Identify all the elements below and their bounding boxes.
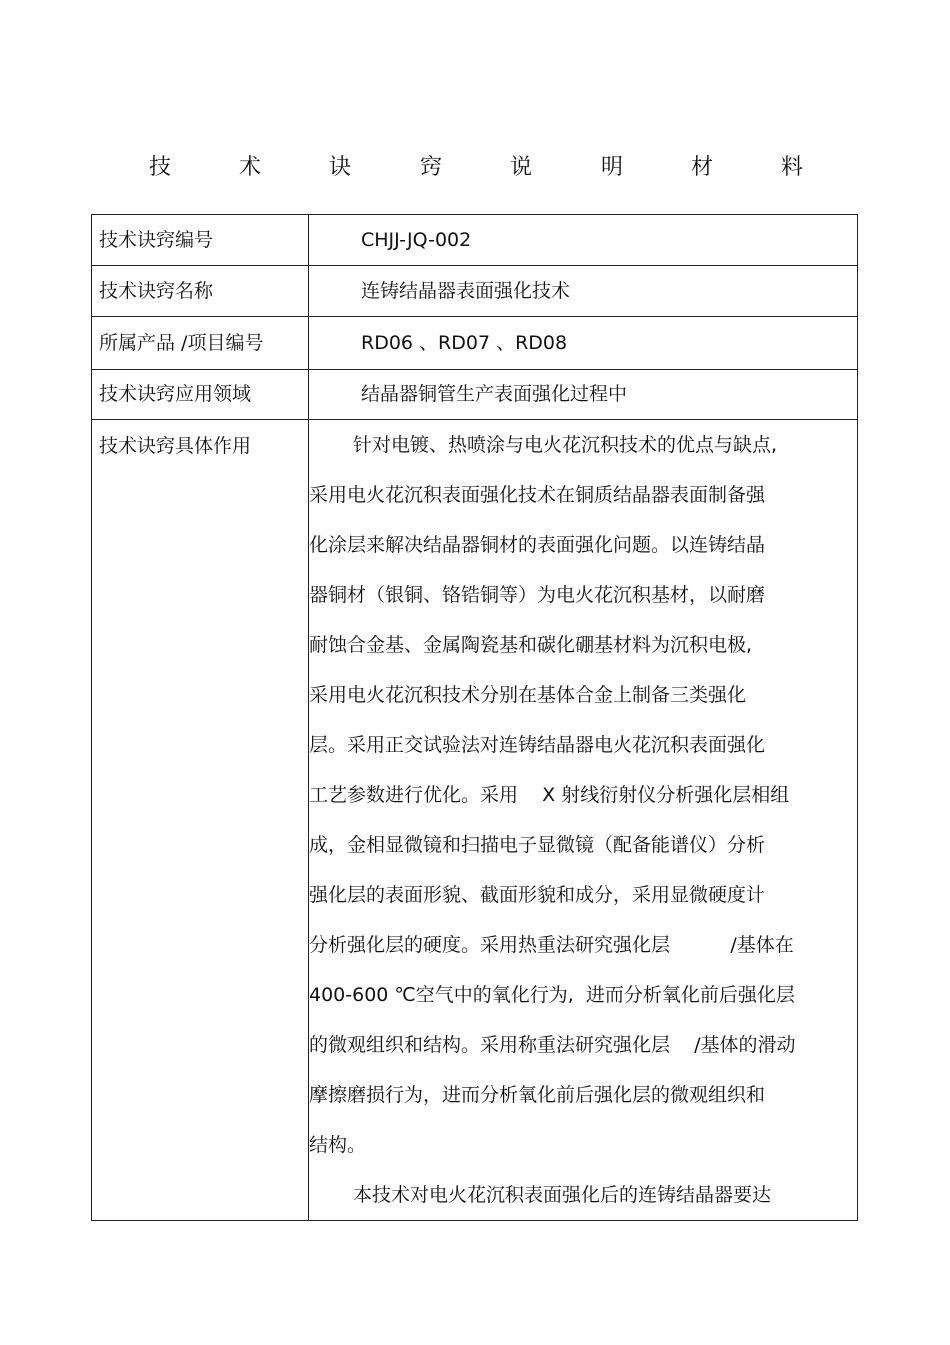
title-char: 技 (149, 155, 172, 180)
effect-line: 的微观组织和结构。采用称重法研究强化层 /基体的滑动 (309, 1034, 796, 1056)
document-title (0, 150, 950, 186)
effect-line: 耐蚀合金基、金属陶瓷基和碳化硼基材料为沉积电极, (309, 634, 753, 656)
effect-line: 400-600 ℃空气中的氧化行为, 进而分析氧化前后强化层 (309, 984, 795, 1006)
table-row (92, 370, 858, 420)
table-row (92, 420, 858, 1221)
effect-line: 层。采用正交试验法对连铸结晶器电火花沉积表面强化 (309, 734, 766, 756)
table-row (92, 266, 858, 317)
row-label-project: 所属产品 /项目编号 (92, 317, 309, 370)
table-row (92, 215, 858, 266)
row-value-number: CHJJ-JQ-002 (309, 215, 858, 266)
title-char: 明 (601, 155, 624, 180)
effect-line: 成，金相显微镜和扫描电子显微镜（配备能谱仪）分析 (309, 834, 766, 856)
title-char: 窍 (420, 155, 443, 180)
row-value-project: RD06 、RD07 、RD08 (309, 317, 858, 370)
info-table (91, 214, 858, 1221)
effect-line: 采用电火花沉积技术分别在基体合金上制备三类强化 (309, 684, 747, 706)
effect-line: 分析强化层的硬度。采用热重法研究强化层 /基体在 (309, 934, 794, 956)
table-row (92, 317, 858, 370)
row-value-effect (309, 420, 858, 1221)
row-label-field: 技术诀窍应用领域 (92, 370, 309, 420)
effect-line: 采用电火花沉积表面强化技术在铜质结晶器表面制备强 (309, 484, 766, 506)
row-value-field: 结晶器铜管生产表面强化过程中 (309, 370, 858, 420)
title-char: 诀 (329, 155, 352, 180)
row-label-number: 技术诀窍编号 (92, 215, 309, 266)
effect-line: 器铜材（银铜、铬锆铜等）为电火花沉积基材，以耐磨 (309, 584, 766, 606)
effect-line: 强化层的表面形貌、截面形貌和成分，采用显微硬度计 (309, 884, 766, 906)
title-char: 说 (510, 155, 533, 180)
row-label-name: 技术诀窍名称 (92, 266, 309, 317)
effect-line: 结构。 (309, 1134, 367, 1156)
effect-line: 本技术对电火花沉积表面强化后的连铸结晶器要达 (353, 1184, 772, 1206)
effect-line: 工艺参数进行优化。采用 X 射线衍射仪分析强化层相组 (309, 784, 790, 806)
title-char: 料 (781, 155, 804, 180)
effect-line: 摩擦磨损行为，进而分析氧化前后强化层的微观组织和 (309, 1084, 766, 1106)
effect-line: 化涂层来解决结晶器铜材的表面强化问题。以连铸结晶 (309, 534, 766, 556)
row-label-effect: 技术诀窍具体作用 (92, 420, 309, 1221)
row-value-name: 连铸结晶器表面强化技术 (309, 266, 858, 317)
effect-line: 针对电镀、热喷涂与电火花沉积技术的优点与缺点, (353, 434, 778, 456)
title-char: 术 (239, 155, 262, 180)
title-char: 材 (691, 155, 714, 180)
